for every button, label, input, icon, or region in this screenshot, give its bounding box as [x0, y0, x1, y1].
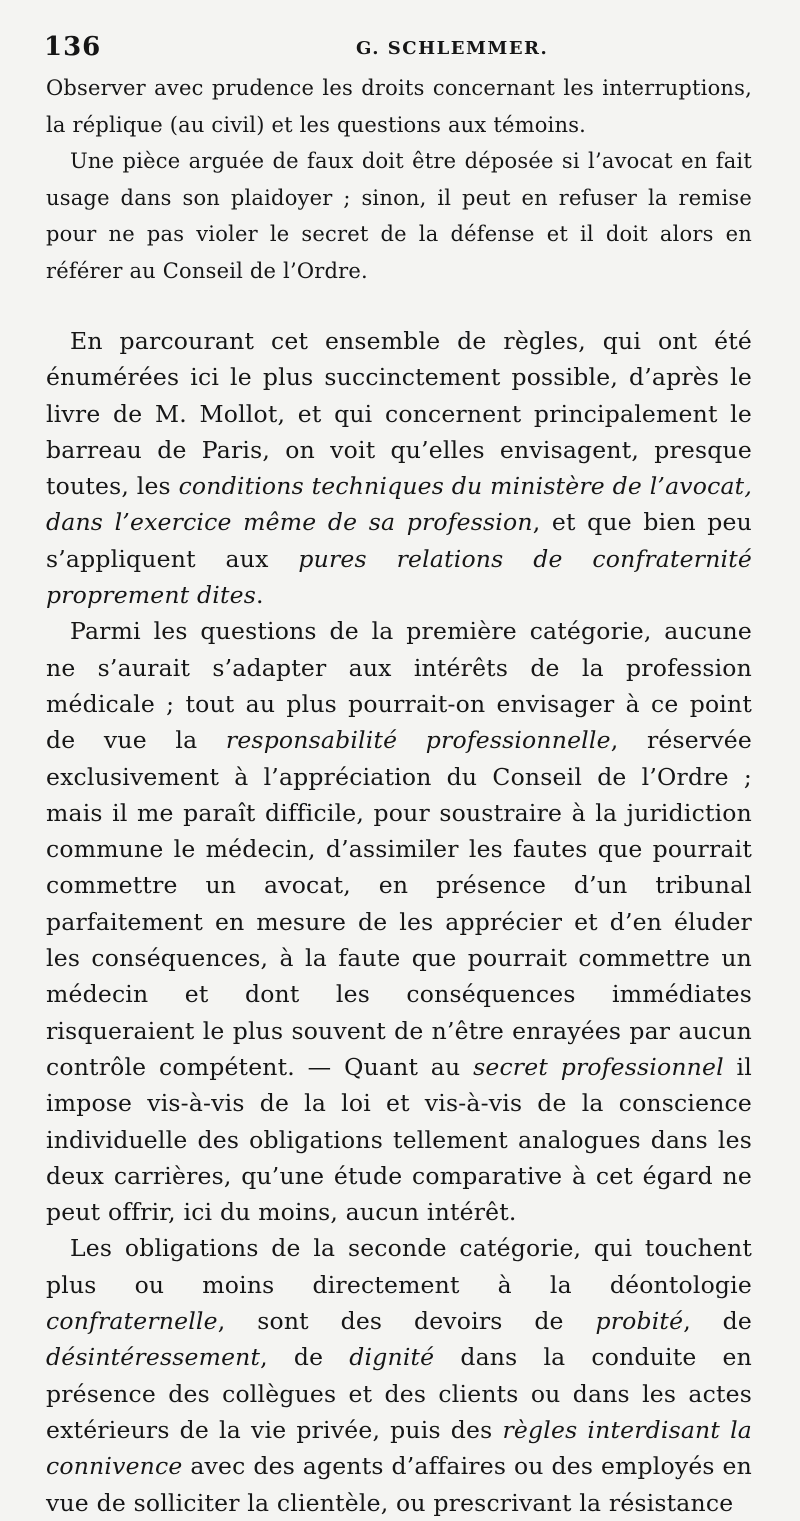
paragraph-faux: Une pièce arguée de faux doit être déposée si l’avocat en fait usage dans son plaidoyer ; sinon, il peut en refuser la remise pour ne pas violer le secret de la défense et il doit alors en référer au Conseil de l’Ordre.	[46, 149, 752, 283]
paragraph-premiere-categorie: Parmi les questions de la première catégorie, aucune ne s’aurait s’adapter aux intérêts de la profession médicale ; tout au plus pourrait-on envisager à ce point de vue la responsabilité professionnelle, réservée exclusivement à l’appréciation du Conseil de l’Ordre ; mais il me paraît difficile, pour soustraire à la juridiction commune le médecin, d’assimiler les fautes que pourrait commettre un avocat, en présence d’un tribunal parfaitement en mesure de les apprécier et d’en éluder les conséquences, à la faute que pourrait commettre un médecin et dont les conséquences immédiates risqueraient le plus souvent de n’être enrayées par aucun contrôle compétent. — Quant au secret professionnel il impose vis-à-vis de la loi et vis-à-vis de la conscience individuelle des obligations tellement analogues dans les deux carrières, qu’une étude comparative à cet égard ne peut offrir, ici du moins, aucun intérêt.	[46, 617, 752, 1227]
body-text	[46, 70, 752, 1521]
paragraph-interruptions: Observer avec prudence les droits concernant les interruptions, la réplique (au civil) et les questions aux témoins.	[46, 76, 752, 137]
italic-phrase: pures relations de confraternité proprement dites	[46, 544, 752, 610]
italic-phrase: désintéressement	[46, 1343, 261, 1372]
small-print-block	[46, 70, 752, 289]
italic-phrase: probité	[595, 1307, 684, 1336]
italic-phrase: responsabilité professionnelle	[225, 726, 611, 755]
italic-phrase: dignité	[349, 1343, 435, 1372]
section-gap	[46, 289, 752, 323]
main-text-block	[46, 323, 752, 1521]
italic-phrase: secret professionnel	[473, 1052, 724, 1081]
italic-phrase: conditions techniques du ministère de l’avocat, dans l’exercice même de sa profession	[46, 472, 752, 537]
page-number: 136	[44, 32, 102, 62]
running-head: G. SCHLEMMER.	[356, 38, 549, 59]
page-header	[44, 28, 752, 68]
italic-phrase: confraternelle	[46, 1307, 218, 1336]
paragraph-seconde-categorie: Les obligations de la seconde catégorie, qui touchent plus ou moins directement à la déontologie confraternelle, sont des devoirs de probité, de désintéressement, de dignité dans la conduite en présence des collègues et des clients ou dans les actes extérieurs de la vie privée, puis des règles interdisant la connivence avec des agents d’affaires ou des employés en vue de solliciter la clientèle, ou prescrivant la résistance	[46, 1234, 753, 1517]
italic-phrase: règles interdisant la connivence	[46, 1415, 753, 1481]
paragraph-ensemble-regles: En parcourant cet ensemble de règles, qui ont été énumérées ici le plus succinctement possible, d’après le livre de M. Mollot, et qui concernent principalement le barreau de Paris, on voit qu’elles envisagent, presque toutes, les conditions techniques du ministère de l’avocat, dans l’exercice même de sa profession, et que bien peu s’appliquent aux pures relations de confraternité proprement dites.	[46, 327, 752, 610]
